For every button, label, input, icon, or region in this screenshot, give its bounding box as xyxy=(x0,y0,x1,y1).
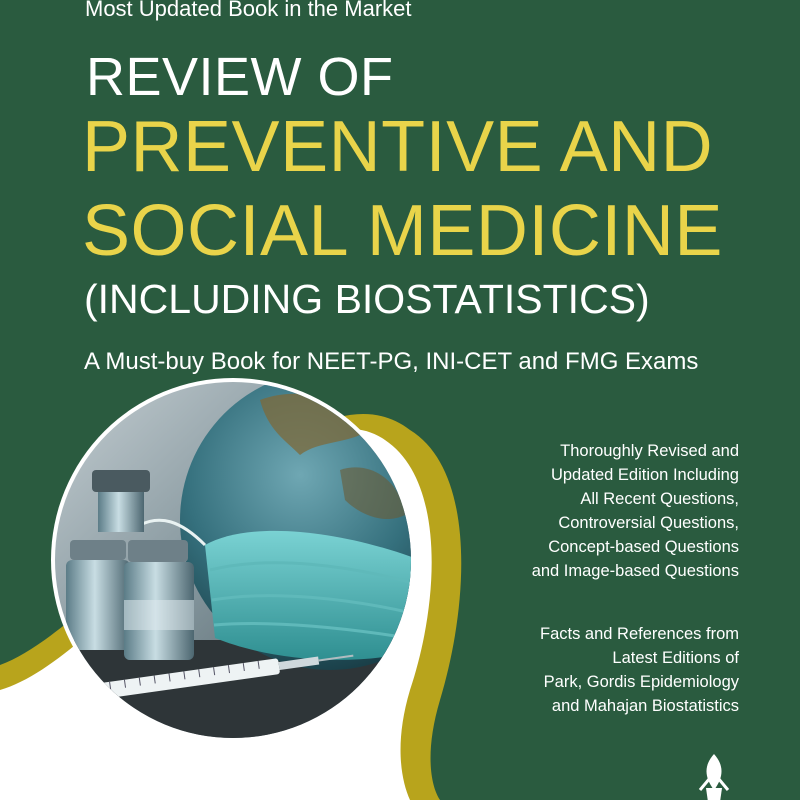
feature-line: Controversial Questions, xyxy=(558,514,739,532)
tagline: Most Updated Book in the Market xyxy=(85,0,412,21)
features-block-2 xyxy=(479,622,739,718)
feature-line: and Image-based Questions xyxy=(531,562,739,580)
feature-line: Thoroughly Revised and xyxy=(560,442,739,460)
feature-line: All Recent Questions, xyxy=(580,490,739,508)
feature-line: and Mahajan Biostatistics xyxy=(551,697,739,715)
title-line-4: (INCLUDING BIOSTATISTICS) xyxy=(84,276,650,322)
leaf-logo xyxy=(700,754,728,800)
feature-line: Latest Editions of xyxy=(612,649,739,667)
features-block-1 xyxy=(479,439,739,583)
title-line-3: SOCIAL MEDICINE xyxy=(82,191,723,271)
feature-line: Facts and References from xyxy=(540,625,739,643)
subtitle: A Must-buy Book for NEET-PG, INI-CET and FMG Exams xyxy=(84,348,699,375)
feature-line: Concept-based Questions xyxy=(548,538,739,556)
title-line-1: REVIEW OF xyxy=(86,47,394,107)
title-line-2: PREVENTIVE AND xyxy=(82,107,714,187)
feature-line: Updated Edition Including xyxy=(550,466,739,484)
feature-line: Park, Gordis Epidemiology xyxy=(543,673,739,691)
